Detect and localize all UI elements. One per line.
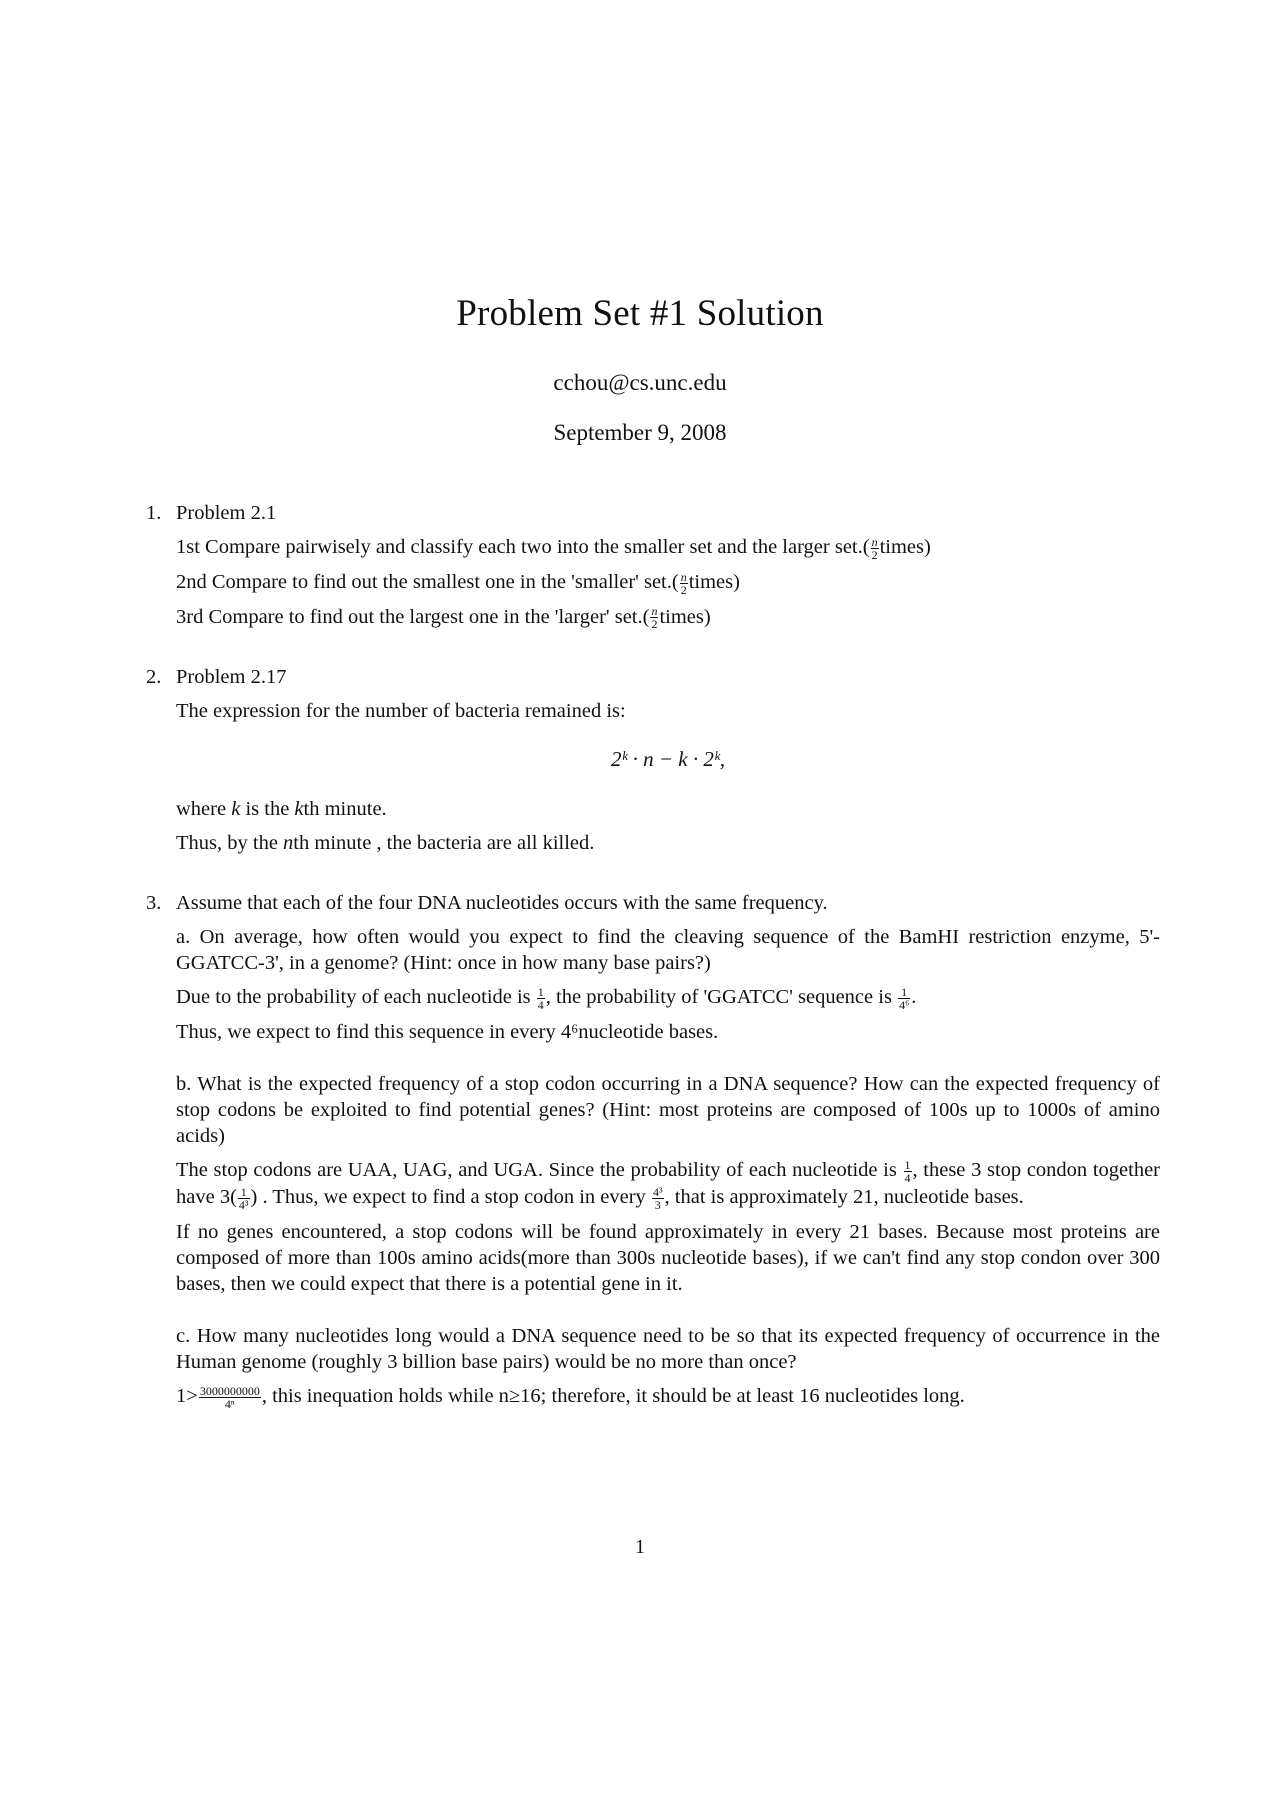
text-span: The stop codons are UAA, UAG, and UGA. Since the probability of each nucleotide is bbox=[176, 1159, 903, 1182]
fraction-denominator: 2 bbox=[871, 547, 878, 562]
text-span: th minute , the bacteria are all killed. bbox=[293, 832, 595, 855]
fraction bbox=[898, 986, 910, 1011]
answer-b-line1 bbox=[176, 1157, 1160, 1211]
step-text: 3rd Compare to find out the largest one in the 'larger' set.( bbox=[176, 605, 650, 628]
question-a: a. On average, how often would you expect to find the cleaving sequence of the BamHI restriction enzyme, 5'-GGATCC-3', in a genome? (Hint: once in how many base pairs?) bbox=[176, 926, 1160, 975]
step-line bbox=[176, 534, 1160, 561]
fraction-numerator: 1 bbox=[898, 986, 910, 999]
text-span: th minute. bbox=[303, 798, 387, 821]
answer-a-line1 bbox=[176, 984, 1160, 1011]
document-body bbox=[146, 500, 1160, 1444]
text-span: , this inequation holds while n≥16; therefore, it should be at least 16 nucleotides long. bbox=[261, 1384, 965, 1407]
author-email: cchou@cs.unc.edu bbox=[553, 370, 727, 395]
text-span: where bbox=[176, 798, 232, 821]
problem-number: 1. bbox=[146, 502, 162, 524]
math-var: n bbox=[283, 832, 294, 855]
display-equation: 2ᵏ · n − k · 2ᵏ, bbox=[610, 747, 726, 772]
text-span: Due to the probability of each nucleotide is bbox=[176, 986, 536, 1009]
problem-intro: The expression for the number of bacteria remained is: bbox=[176, 700, 626, 723]
problem-item bbox=[146, 500, 1160, 630]
text-span: , the probability of 'GGATCC' sequence is bbox=[545, 986, 898, 1009]
problem-list bbox=[146, 500, 1160, 1410]
spacer bbox=[176, 1053, 1160, 1071]
text-span: is the bbox=[240, 798, 295, 821]
fraction-denominator: 4⁶ bbox=[899, 998, 910, 1013]
fraction bbox=[199, 1385, 261, 1410]
page-number: 1 bbox=[635, 1536, 645, 1558]
math-var: k bbox=[231, 798, 241, 821]
conclusion-line bbox=[176, 830, 1160, 856]
math-var: k bbox=[294, 798, 304, 821]
fraction-denominator: 4 bbox=[904, 1170, 911, 1185]
fraction-denominator: 2 bbox=[651, 617, 658, 632]
problem-intro: Assume that each of the four DNA nucleotides occurs with the same frequency. bbox=[176, 892, 828, 915]
question-b: b. What is the expected frequency of a stop codon occurring in a DNA sequence? How can the expected frequency of stop codons be exploited to find potential genes? (Hint: most proteins are composed of 100s up to 1000s of amino acids) bbox=[176, 1073, 1160, 1148]
fraction bbox=[238, 1186, 250, 1211]
fraction bbox=[537, 986, 545, 1011]
problem-number: 3. bbox=[146, 892, 162, 915]
problem-number: 2. bbox=[146, 666, 162, 689]
text-span: 1> bbox=[176, 1384, 198, 1407]
fraction-numerator: 1 bbox=[238, 1186, 250, 1199]
step-text: 2nd Compare to find out the smallest one in the 'smaller' set.( bbox=[176, 570, 679, 593]
times-suffix: times) bbox=[688, 570, 740, 593]
times-suffix: times) bbox=[659, 605, 711, 628]
text-span: , these 3 stop condon together have 3( bbox=[176, 1159, 1160, 1208]
fraction-denominator: 4³ bbox=[238, 1197, 249, 1212]
answer-a-line2: Thus, we expect to find this sequence in every 4⁶nucleotide bases. bbox=[176, 1021, 719, 1044]
fraction-denominator: 4ⁿ bbox=[224, 1396, 235, 1411]
fraction-numerator: n bbox=[871, 534, 878, 549]
fraction bbox=[650, 605, 658, 630]
spacer bbox=[176, 1305, 1160, 1323]
fraction-numerator: 3000000000 bbox=[199, 1383, 260, 1398]
fraction bbox=[652, 1186, 664, 1211]
where-line bbox=[176, 796, 1160, 822]
answer-b-line2: If no genes encountered, a stop codons will be found approximately in every 21 bases. Because most proteins are composed of more than 100s amino acids(more than 300s nucleotide bases), if we can't find any stop condon over 300 bases, then we could expect that there is a potential gene in it. bbox=[176, 1220, 1160, 1295]
fraction bbox=[680, 571, 688, 596]
text-span: ) . Thus, we expect to find a stop codon in every bbox=[250, 1185, 651, 1208]
text-span: Thus, by the bbox=[176, 832, 284, 855]
fraction bbox=[904, 1159, 912, 1184]
step-line bbox=[176, 569, 1160, 596]
text-span: . bbox=[911, 986, 917, 1009]
fraction-denominator: 4 bbox=[537, 998, 544, 1013]
fraction-numerator: 1 bbox=[904, 1157, 911, 1172]
problem-heading: Problem 2.1 bbox=[176, 502, 277, 524]
text-span: , that is approximately 21, nucleotide bases. bbox=[664, 1185, 1024, 1208]
problem-item bbox=[146, 890, 1160, 1409]
fraction-denominator: 3 bbox=[654, 1197, 661, 1212]
fraction-numerator: n bbox=[651, 604, 658, 619]
step-text: 1st Compare pairwisely and classify each two into the smaller set and the larger set.( bbox=[176, 536, 870, 558]
problem-item bbox=[146, 664, 1160, 856]
fraction-numerator: 1 bbox=[537, 985, 544, 1000]
document-date: September 9, 2008 bbox=[553, 420, 727, 445]
question-c: c. How many nucleotides long would a DNA sequence need to be so that its expected frequency of occurrence in the Human genome (roughly 3 billion base pairs) would be no more than once? bbox=[176, 1324, 1160, 1373]
times-suffix: times) bbox=[879, 536, 931, 558]
fraction bbox=[871, 536, 879, 561]
fraction-numerator: n bbox=[680, 569, 687, 584]
page-title: Problem Set #1 Solution bbox=[456, 293, 824, 334]
step-line bbox=[176, 604, 1160, 631]
fraction-numerator: 4³ bbox=[652, 1184, 663, 1199]
answer-c bbox=[176, 1383, 1160, 1410]
fraction-denominator: 2 bbox=[680, 582, 687, 597]
problem-heading: Problem 2.17 bbox=[176, 666, 287, 689]
